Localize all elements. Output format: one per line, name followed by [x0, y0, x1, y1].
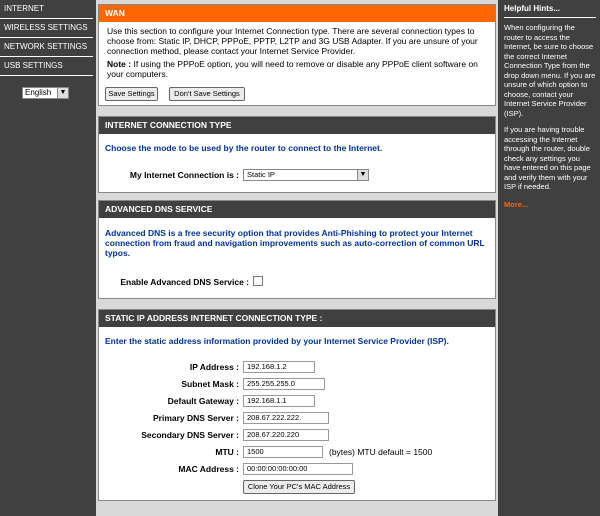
left-nav — [0, 0, 93, 516]
connection-type-value: Static IP — [247, 170, 275, 179]
nav-item-wireless-settings[interactable]: WIRELESS SETTINGS — [0, 19, 93, 38]
language-select[interactable] — [22, 87, 69, 99]
wan-section — [98, 4, 496, 106]
connection-type-select[interactable] — [243, 169, 369, 181]
default-gateway-label: Default Gateway : — [167, 396, 239, 406]
mtu-note: (bytes) MTU default = 1500 — [329, 447, 433, 457]
nav-item-usb-settings[interactable]: USB SETTINGS — [0, 57, 93, 76]
save-settings-button[interactable]: Save Settings — [105, 87, 158, 101]
ip-address-label: IP Address : — [189, 362, 239, 372]
mtu-label: MTU : — [215, 447, 239, 457]
ict-label: My Internet Connection is : — [129, 170, 239, 180]
internet-connection-type-section — [98, 116, 496, 193]
main-content — [96, 0, 498, 516]
help-paragraph-1: When configuring the router to access the Internet, be sure to choose the correct Internet Connection Type from the drop down menu. If you are unsure of which option to choose, contact your Internet Service Provider (ISP). — [504, 23, 596, 118]
nav-item-network-settings[interactable]: NETWORK SETTINGS — [0, 38, 93, 57]
language-value: English — [25, 88, 52, 97]
mtu-input[interactable]: 1500 — [243, 446, 323, 458]
chevron-down-icon: ▼ — [57, 88, 68, 98]
nav-item-internet[interactable]: INTERNET — [0, 0, 93, 19]
note-label: Note : — [107, 59, 132, 69]
default-gateway-input[interactable]: 192.168.1.1 — [243, 395, 315, 407]
help-panel — [500, 0, 600, 516]
secondary-dns-label: Secondary DNS Server : — [141, 430, 239, 440]
ip-address-input[interactable]: 192.168.1.2 — [243, 361, 315, 373]
wan-note — [107, 59, 487, 79]
advanced-dns-section — [98, 200, 496, 299]
note-text: If using the PPPoE option, you will need to remove or disable any PPPoE client software on your computers. — [107, 59, 478, 79]
subnet-mask-label: Subnet Mask : — [181, 379, 239, 389]
dns-description: Advanced DNS is a free security option that provides Anti-Phishing to protect your Internet connection from fraud and navigation improvements such as auto-correction of common URL typos. — [105, 228, 485, 258]
enable-dns-checkbox[interactable] — [253, 276, 263, 286]
clone-mac-button[interactable]: Clone Your PC's MAC Address — [243, 480, 355, 494]
primary-dns-label: Primary DNS Server : — [153, 413, 239, 423]
ict-description: Choose the mode to be used by the router to connect to the Internet. — [105, 143, 383, 153]
static-title: STATIC IP ADDRESS INTERNET CONNECTION TYPE : — [99, 310, 495, 327]
subnet-mask-input[interactable]: 255.255.255.0 — [243, 378, 325, 390]
wan-description: Use this section to configure your Internet Connection type. There are several connection types to choose from: Static IP, DHCP, PPPoE, PPTP, L2TP and 3G USB Adapter. If you are unsure of your connection method, please contact your Internet Service Provider. — [107, 26, 478, 56]
ict-title: INTERNET CONNECTION TYPE — [99, 117, 495, 134]
help-title: Helpful Hints... — [504, 4, 596, 18]
dns-title: ADVANCED DNS SERVICE — [99, 201, 495, 218]
chevron-down-icon: ▼ — [357, 170, 368, 180]
dont-save-settings-button[interactable]: Don't Save Settings — [169, 87, 245, 101]
mac-address-input[interactable]: 00:00:00:00:00:00 — [243, 463, 353, 475]
wan-title: WAN — [99, 5, 495, 22]
secondary-dns-input[interactable]: 208.67.220.220 — [243, 429, 329, 441]
help-more-link[interactable]: More... — [504, 199, 529, 209]
primary-dns-input[interactable]: 208.67.222.222. — [243, 412, 329, 424]
help-paragraph-2: If you are having trouble accessing the Internet through the router, double check any settings you have entered on this page and verify them with your ISP if needed. — [504, 125, 591, 191]
enable-dns-label: Enable Advanced DNS Service : — [120, 277, 249, 287]
static-description: Enter the static address information provided by your Internet Service Provider (ISP). — [105, 336, 449, 346]
mac-address-label: MAC Address : — [178, 464, 239, 474]
static-ip-section — [98, 309, 496, 501]
